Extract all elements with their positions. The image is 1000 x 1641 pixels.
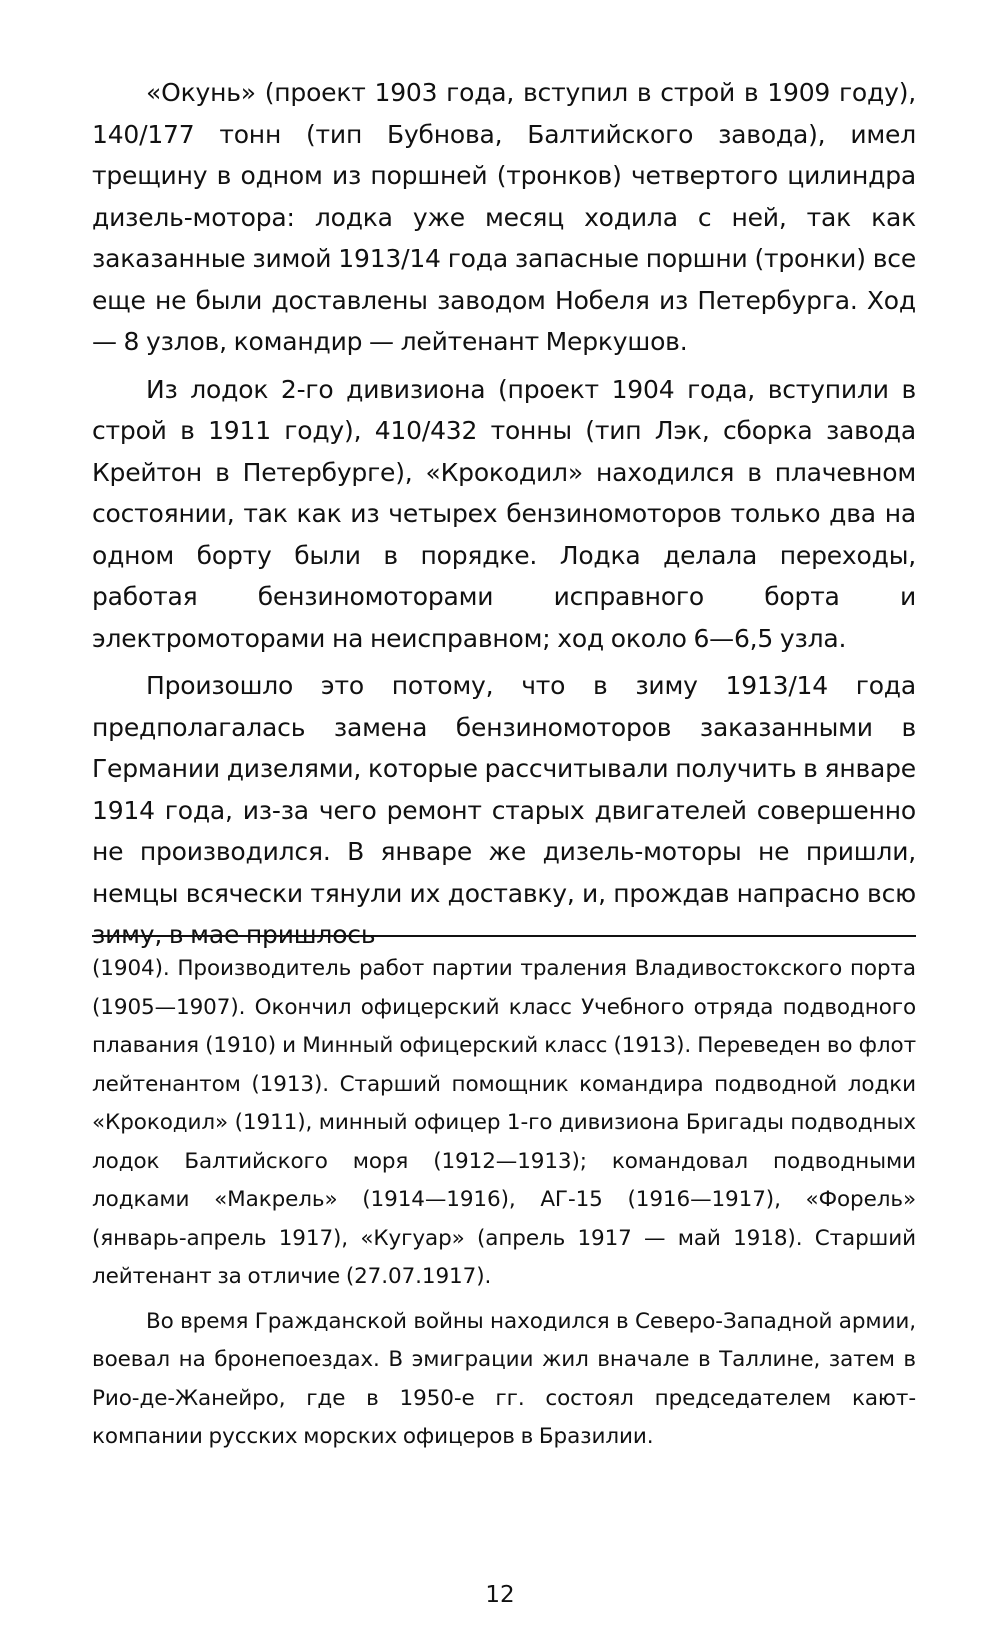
footnote — [92, 950, 916, 1463]
main-paragraph-1: «Окунь» (проект 1903 года, вступил в строй в 1909 году), 140/177 тонн (тип Бубнова, Балтийского завода), имел трещину в одном из поршней (тронков) четвертого цилиндра дизель-мотора: лодка уже месяц ходила с ней, так как заказанные зимой 1913/14 года запасные поршни (тронки) все еще не были доставлены заводом Нобеля из Петербурга. Ход — 8 узлов, командир — лейтенант Меркушов. — [92, 78, 916, 356]
footnote-paragraph-1: (1904). Производитель работ партии траления Владивостокского порта (1905—1907). Окончил офицерский класс Учебного отряда подводного плавания (1910) и Минный офицерский класс (1913). Переведен во флот лейтенантом (1913). Старший помощник командира подводной лодки «Крокодил» (1911), минный офицер 1-го дивизиона Бригады подводных лодок Балтийского моря (1912—1913); командовал подводными лодками «Макрель» (1914—1916), АГ-15 (1916—1917), «Форель» (январь-апрель 1917), «Кугуар» (апрель 1917 — май 1918). Старший лейтенант за отличие (27.07.1917). — [92, 956, 916, 1289]
page-number: 12 — [485, 1582, 515, 1608]
main-paragraph-2: Из лодок 2-го дивизиона (проект 1904 года, вступили в строй в 1911 году), 410/432 тонны (тип Лэк, сборка завода Крейтон в Петербурге), «Крокодил» находился в плачевном состоянии, так как из четырех бензиномоторов только два на одном борту были в порядке. Лодка делала переходы, работая бензиномоторами исправного борта и электромоторами на неисправном; ход около 6—6,5 узла. — [92, 374, 916, 653]
main-paragraph-3: Произошло это потому, что в зиму 1913/14 года предполагалась замена бензиномоторов заказанными в Германии дизелями, которые рассчитывали получить в январе 1914 года, из-за чего ремонт старых двигателей совершенно не производился. В январе же дизель-моторы не пришли, немцы всячески тянули их доставку, и, прождав напрасно всю зиму, в мае пришлось — [92, 671, 916, 949]
footnote-divider — [92, 935, 916, 937]
main-text — [92, 72, 916, 956]
footnote-paragraph-2: Во время Гражданской войны находился в Северо-Западной армии, воевал на бронепоездах. В эмиграции жил вначале в Таллине, затем в Рио-де-Жанейро, где в 1950-е гг. состоял председателем кают-компании русских морских офицеров в Бразилии. — [92, 1308, 916, 1449]
book-page — [92, 72, 916, 962]
